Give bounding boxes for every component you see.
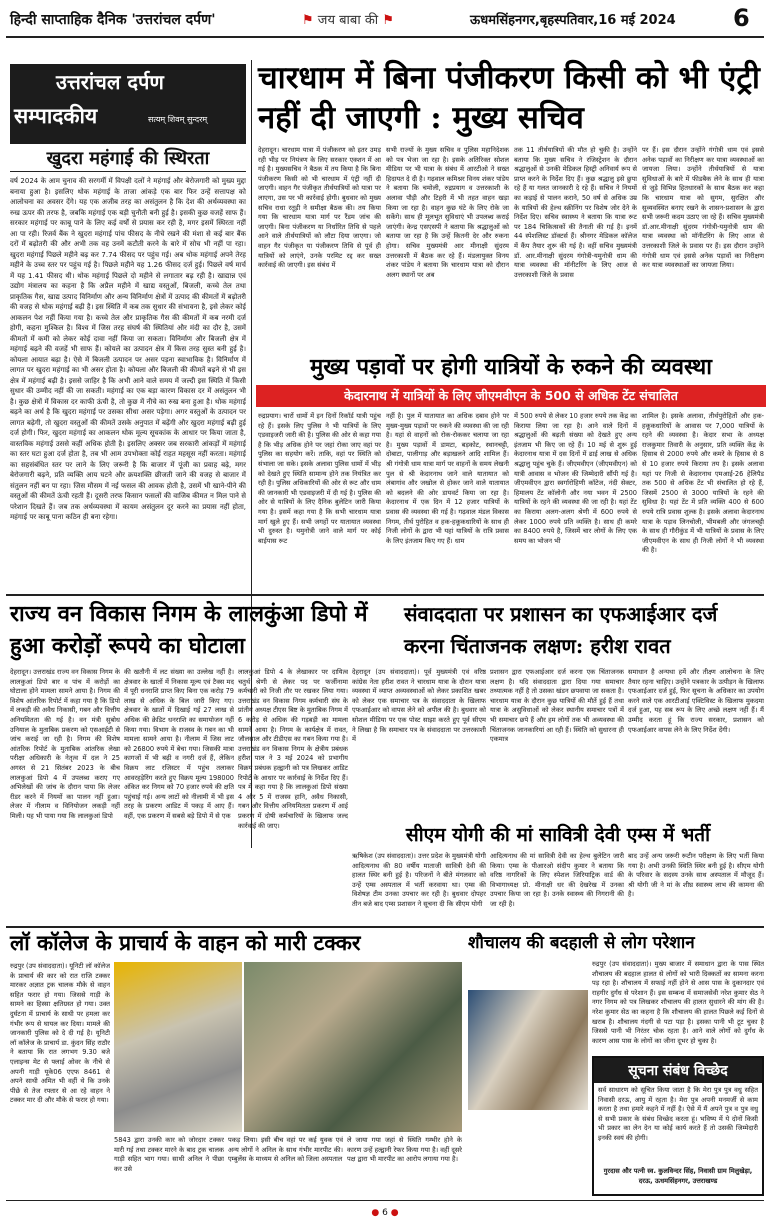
flag-icon: ⚑ — [302, 13, 314, 28]
toilet-headline: शौचालय की बदहाली से लोग परेशान — [468, 933, 695, 953]
fir-column-3: समाधान है अन्यथा हमें और तीक्ष्ण आलोचना के लिए तैयार रहना चाहिए। उन्होंने पत्रकार के उत्पीड़न के खिलाफ एफआईआर दर्ज हुई, फिर सूचना के अधिकार का उपयोग करने वाले एक आरटीआई एक्टिविस्ट के खिलाफ मुकदमा दर्ज हुआ, यह सब रूप के लिए अच्छे लक्षण नहीं हैं। मैं उम्मीद करता हूं कि राज्य सरकार, प्रशासन को एफआईआर वापस लेने के लिए निर्देश देंगी। — [628, 668, 764, 734]
pilgrims-headline: मुख्य पड़ावों पर होगी यात्रियों के रुकने की व्यवस्था — [310, 354, 712, 380]
pilgrims-column-4: शामिल है। इसके अलावा, तीर्थपुरोहितों और हक-हकूकधारियों के आवास पर 7,000 यात्रियों के रहने की व्यवस्था है। केदार सभा के अध्यक्ष राजकुमार तिवारी के अनुसार, प्रति व्यक्ति केंद्र के हिसाब से 2000 रुपये और कमरे के हिसाब से 8 से 10 हजार रुपये किराया तय है। इसके अलावा यहां पर निजी से केदारनाथ एमआई-26 हेलिपैड तक 500 से अधिक टेंट भी संचालित हो रहे हैं, जिसमें 2500 से 3000 यात्रियों के रहने की सुविधा है। यहां टेंट में प्रति व्यक्ति 400 से 600 रुपये रात्रि प्रवास शुल्क है। इसके अलावा केदारनाथ यात्रा के पड़ाव लिनचोली, भीमबली और जंगलचट्टी के साथ ही गौरीकुंड में भी यात्रियों के प्रवास के लिए जीएमवीएन के साथ ही निजी लोगों ने भी व्यवस्था की है। — [642, 412, 764, 555]
yogi-headline: सीएम योगी की मां सावित्री देवी एम्स में भर्ती — [405, 824, 711, 846]
footer-marker-text: 6 — [382, 1208, 388, 1218]
registration-mark-icon: ● — [390, 1208, 399, 1218]
forest-headline: राज्य वन विकास निगम के लालकुंआ डिपो में हुआ करोड़ों रूपये का घोटाला — [10, 601, 368, 659]
fir-headline: संवाददाता पर प्रशासन का एफआईआर दर्ज करना चिंताजनक लक्षण: हरीश रावत — [404, 602, 718, 658]
editorial-body: वर्ष 2024 के आम चुनाव की सरगर्मी में विपक्षी दलों ने महंगाई और बेरोजगारी को मुख्य मुद्दा बनाया हुआ है। इसलिए थोक महंगाई के ताजा आंकड़े एक बार फिर उन्हें सत्तापक्ष को आलोचना का अवसर देंगे। यह एक अजीब तरह का असंतुलन है कि देश की अर्थव्यवस्था का रुख ऊपर की तरफ है, जबकि महंगाई एक बड़ी चुनौती बनी हुई है। इसकी कुछ वजहें साफ हैं। सरकार महंगाई पर काबू पाने के लिए कई वर्षों से प्रयास कर रही है, मगर इसमें स्थिरता नहीं आ पा रही। रिजर्व बैंक ने खुदरा महंगाई पांच फीसद के नीचे रखने की मंशा से कई बार बैंक दरों में बढ़ोतरी की और अभी तक वह उनमें कटौती करने के बारे में सोच भी नहीं पा रहा। खुदरा महंगाई पिछले महीने बढ़ कर 7.74 फीसद पर पहुंच गई। अब थोक महंगाई अपने तेरह महीने के उच्च स्तर पर पहुंच गई है। पिछले महीने यह 1.26 फीसद दर्ज हुई। पिछले वर्ष मार्च में यह 1.41 फीसद थी। थोक महंगाई पिछले दो महीने से लगातार बढ़ रही है। खाद्यान्न एवं उद्योग मंत्रालय का कहना है कि अप्रैल महीने में खाद्य वस्तुओं, बिजली, कच्चे तेल तथा प्राकृतिक गैस, खाद्य उत्पाद विनिर्माण और अन्य विनिर्माण क्षेत्रों में उत्पाद की कीमतों में बढ़ोतरी की वजह से थोक महंगाई बढ़ी है। इस स्थिति में कब तक सुधार की संभावना है, इसे लेकर कोई आकलन पेश नहीं किया गया है। कच्चे तेल और प्राकृतिक गैस की कीमतों में कब नरमी दर्ज होगी, कहना मुश्किल है। विश्व में जिस तरह संघर्ष की स्थितियां और मंदी का दौर है, उसमें कीमतों में कमी को लेकर कोई दावा नहीं किया जा सकता। विनिर्माण और बिजली क्षेत्र में महंगाई बढ़ने की वजहें भी साफ हैं। कोयले का उत्पादन क्षेत्र में किस तरह सुस्त बनी हुई है। कोयला आयात बढ़ा है। ऐसे में बिजली उत्पादन पर असर पड़ना स्वाभाविक है। विनिर्माण में लागत पर खुदरा महंगाई का भी असर होता है। कोयला और बिजली की कीमतें बढ़ने से भी इस क्षेत्र में महंगाई बढ़ी है। इससे जाहिर है कि अभी आने वाले समय में जल्दी इस स्थिति में किसी सुधार की उम्मीद नहीं की जा सकती। महंगाई का एक बड़ा कारण विकास दर में असंतुलन भी है। कुछ क्षेत्रों में विकास दर काफी ऊंची है, तो कुछ में नीचे का रुख बना हुआ है। थोक महंगाई बढ़ने का अर्थ है कि खुदरा महंगाई पर उसका सीधा असर पड़ेगा। अगर वस्तुओं के उत्पादन पर लागत बढ़ेगी, तो खुदरा वस्तुओं की कीमतें उसके अनुपात में बढ़ेंगी और खुदरा महंगाई बढ़ी हुई दर्ज होगी। फिर, खुदरा महंगाई का आकलन थोक मूल्य सूचकांक के आधार पर किया जाता है, वास्तविक महंगाई उससे कहीं अधिक होती है। इसलिए अक्सर जब सरकारी आंकड़ों में महंगाई का स्तर घटा हुआ दर्ज होता है, तब भी आम उपभोक्ता कोई राहत महसूस नहीं करता। महंगाई का सहसंबंधित स्तर पर लाने के लिए जरूरी है कि बाजार में पूंजी का प्रवाह बढ़े, मगर बेरोजगारी बढ़ने, प्रति व्यक्ति आय घटने और क्रयशक्ति छीजती जाने की वजह से बाजार में संतुलन नहीं बन पा रहा। जिस मौसम में नई फसल की आवक होती है, उसमें भी खाने-पीने की वस्तुओं की कीमतें ऊंची रहती हैं। दूसरी तरफ किसान फसलों की वाजिब कीमत न मिल पाने से परेशान दिखते हैं। जब तक अर्थव्यवस्था में कायम असंतुलन दूर करने का प्रयास नहीं होता, महंगाई पर काबू पाना कठिन ही बना रहेगा। — [10, 177, 246, 521]
accident-photo-car — [114, 962, 242, 1132]
editorial-masthead — [10, 64, 246, 144]
registration-mark-icon: ● — [371, 1208, 380, 1218]
header-rule — [6, 36, 764, 38]
toilet-body: रुद्रपुर (उप संवाददाता)। मुख्य बाजार में समाधान द्वारा के पास स्थित शौचालय की बदहाल हालत से लोगों को भारी दिक्कतों का सामना करना पड़ रहा है। शौचालय में सफाई नहीं होने से आस पास के दुकानदार एवं राहगीर दुर्गंध से परेशान हैं। इस सम्बन्ध में समाजसेवी नरेश कुमार सेठ ने नगर निगम को पत्र लिखकर शौचालय की हालत सुधारने की मांग की है। नरेश कुमार सेठ का कहना है कि शौचालय की हालत पिछले कई दिनों से खराब है। शौचालय गंदगी से पटा पड़ा है। इसका पानी भी टूट चुका है जिससे पानी भी निरंतर चोक रहता है। आने वाले लोगों को दुर्गंध के कारण आस पास के लोगों का जीना दूभर हो चुका है। — [592, 960, 764, 1045]
masthead-section: सम्पादकीय — [14, 103, 98, 128]
pilgrims-column-2: नहीं है। पुल में यातायात का अधिक दबाव होने पर मुख्य-मुख्य पड़ावों पर रुकने की व्यवस्था की जा रही है। यहां से वाहनों को रोक-रोककर चलाया जा रहा है। मुख्य पड़ावों में डामटा, बड़कोट, स्थानचट्टी, दोबाटा, पालीगाड़ और बड़ाखलने आदि शामिल हैं। श्री गंगोत्री धाम यात्रा मार्ग पर वाहनों के समय लेखनी पुल से श्री केदारनाथ जाने वाले यातायात को लंबागांव और जखोल से होकर जाने वाले यातायात को बदलने की ओर डायवर्ट किया जा रहा है। केदारनाथ में एक दिन में 12 हजार यात्रियों के प्रवास की व्यवस्था की गई है। गढ़वाल मंडल विकास निगम, तीर्थ पुरोहित व हक-हकूकधारियों के साथ ही निजी लोगों के द्वारा भी यहां यात्रियों के रात्रि प्रवास के लिए इंतजाम किए गए हैं। धाम — [386, 412, 509, 545]
accident-photo-injured — [244, 962, 462, 1132]
yogi-column-2: आदित्यनाथ की मां सावित्री देवी का हेल्थ बुलेटिन जारी किया। एम्स के पीआरओ संदीप कुमार ने बताया कि वरिष्ठ नागरिकों के लिए स्पेशल जिरियाट्रिक वार्ड की विभागाध्यक्ष प्रो. मीनाक्षी धर की देखरेख में उनका उपचार किया जा रहा है। उनके स्वास्थ्य की निगरानी की जा रही है। — [490, 852, 624, 908]
date-line: ऊधमसिंहनगर,बृहस्पतिवार,16 मई 2024 — [470, 13, 676, 28]
lead-column-4: पर हैं। इस दौरान उन्होंने गंगोत्री धाम एवं इससे अनेक पड़ावों का निरीक्षण कर यात्रा व्यवस्थाओं का जायजा लिया। उन्होंने तीर्थयात्रियों से यात्रा सुविधाओं के बारे में फीडबैक लेने के साथ ही यात्रा से जुड़े विभिन्न हितधारकों के साथ बैठक कर कहा कि चारधाम यात्रा को सुगम, सुरक्षित और सुव्यवस्थित बनाए रखने के शासन-प्रशासन के द्वारा सभी जरूरी कदम उठाए जा रहे हैं। सचिव मुख्यमंत्री डॉ.आर.मीनाक्षी सुंदरम गंगोत्री-यमुनोत्री धाम की यात्रा व्यवस्था को मॉनीटरिंग के लिए आज से उत्तरकाशी जिले के प्रवास पर हैं। इस दौरान उन्होंने गंगोत्री धाम एवं इससे अनेक पड़ावों का निरीक्षण कर यात्रा व्यवस्थाओं का जायजा लिया। — [642, 146, 764, 270]
lead-column-1: देहरादून। चारधाम यात्रा में पंजीकरण को इतर उमड़ रही भीड़ पर नियंत्रण के लिए सरकार एक्शन में आ गई है। मुख्यसचिव ने बैठक में तय किया है कि बिना पंजीकरण किसी को भी चारधाम में एंट्री नहीं दी जाएगी। वाहन गैर पंजीकृत तीर्थयात्रियों को यात्रा पर लाएगा, उस पर भी कार्रवाई होगी। बुधवार को मुख्य सचिव राधा रतूड़ी ने समीक्षा बैठक की। तय किया गया कि चारधाम यात्रा मार्ग पर रैंडम जांच की जाएगी। बिना पंजीकरण या निर्धारित तिथि से पहले आने वाले तीर्थयात्रियों को लौटा दिया जाएगा। जो वाहन गैर पंजीकृत या पंजीकरण तिथि से पूर्व ही यात्रियों को लाएंगे, उनके परमिट रद्द कर सख्त कार्रवाई की जाएगी। इस संबंध में — [258, 146, 381, 270]
newspaper-line: हिन्दी साप्ताहिक दैनिक 'उत्तरांचल दर्पण' — [10, 12, 216, 28]
notice-title: सूचना संबंध विच्छेद — [594, 1058, 762, 1083]
notice-signature: गुरदास और पत्नी स्व. कुलविन्दर सिंह, निवासी ग्राम मिलुखेड़ा, दरऊ, ऊधमसिंहनगर, उत्तराखण्ड — [603, 1167, 753, 1185]
footer-marker — [366, 1206, 404, 1220]
yogi-column-3: बाद उन्हें अन्य जरूरी रूटीन परीक्षण के लिए भर्ती किया गया है। अभी उनकी स्थिति स्थिर बनी हुई है। सीएम योगी के परिवार के सदस्य उनके साथ अस्पताल में मौजूद हैं। श्री योगी जी ने मां के शीघ्र स्वास्थ्य लाभ की कामना की है। — [628, 852, 764, 899]
footer-rule — [6, 1200, 764, 1201]
lead-column-2: सभी राज्यों के मुख्य सचिव व पुलिस महानिदेशक को पत्र भेजा जा रहा है। इसके अतिरिक्त सोशल मीडिया पर भी यात्रा के संबंध में आरटीओ ने सख्त हिदायत दे दी है। गढ़वाल कमिश्नर विनय शंकर पांडेय ने बताया कि चमोली, रुद्रप्रयाग व उत्तरकाशी के अलावा पौड़ी और टिहरी में भी तहत वाहन खड़ा किया जा रहा है। वाहन कुछ घंटे के लिए रोके जा सकेंगे। साथ ही मूलभूत सुविधाएं भी उपलब्ध कराई जाएंगी। केन्द्र एसएसपी ने बताया कि श्रद्धालुओं को बताया जा रहा है कि उन्हें कितनी देर और रुकना होगा। सचिव मुख्यमंत्री आर मीनाक्षी सुंदरम उत्तरकाशी में बैठक कर रहे हैं। मंडलायुक्त विनय शंकर पांडेय ने बताया कि चारधाम यात्रा को दौरान अलग स्थानों पर अब — [386, 146, 509, 279]
forest-column-2: की खतौनी में लट संख्या का उल्लेख नहीं है। क्षेत्रवार के खातों में निकास मूल्य एवं टैक्स मद में पूरी धनराशि प्राप्त किए बिना एक करोड़ 79 लाख से अधिक के बिल जारी किए गए। क्षेत्रवार के खातों में दिखाई गई 27 लाख से अधिक की क्रेडिट धनराशि का समायोजन नहीं किया गया। विभाग के राजस्व के गबन का भी मामला सामने आया है। नीलाम में जिस लाट को 26800 रुपये में बेचा गया। जिसकी मात्रा कागजों में भी बढ़ी व नगरी दर्ज हैं, लेकिन विक्रय लाट रजिस्टर में पहुंच तलाकर आवरहड़ेरिंग करते हुए विक्रय मूल्य 198000 अंकित कर निगम को 70 हजार रुपये की क्षति पहुंचाई गई। अन्य लाटों को नीलामी में भी इस तरह के प्रकरण आडिट में पकड़ में आए हैं। वहीं, एक प्रकरण में सबसे बड़े डिपो में से एक — [124, 668, 234, 820]
header-slogan — [302, 10, 394, 28]
pilgrims-banner: केदारनाथ में यात्रियों के लिए जीएमवीएन के 500 से अधिक टेंट संचालित — [256, 385, 766, 407]
pilgrims-column-3: में 500 रुपये से लेकर 10 हजार रुपये तक केंद्र का किराया लिया जा रहा है। आने वाले दिनों में श्रद्धालुओं की बढ़ती संख्या को देखते हुए अन्य इंतजाम भी किए जा रहे हैं। 10 मई से शुरू हुई केदारनाथ यात्रा में दस दिनों में ढाई लाख से अधिक श्रद्धालु पहुंच चुके हैं। जीएमवीएन (जीएमवीएन) को यात्री आवास व भोजन की जिम्मेदारी सौंपी गई है। जीएमवीएन द्वारा स्वर्गारोहिणी कॉटेज, नंदी सेक्टर, हिमालय टेंट कॉलोनी और नया भवन में 2500 यात्रियों के रहने की व्यवस्था की जा रही है। यहां टेंट का किराया अलग-अलग श्रेणी में 600 रुपये से लेकर 1000 रुपये प्रति व्यक्ति है। साथ ही कमरे का 8400 रुपये है, जिसमें चार लोगों के लिए एक समय का भोजन भी — [514, 412, 637, 545]
pilgrims-column-1: रुद्रप्रयाग। चारों धामों में इन दिनों रिकॉर्ड यात्री पहुंच रहे हैं। इसके लिए पुलिस ने भी यात्रियों के लिए एडवाइजरी जारी की है। पुलिस की ओर से कहा गया है कि भीड़ अधिक होने पर जहां रोका जाए वहां पर पुलिस का सहयोग करें। ताकि, वहां पर स्थिति को संभाला जा सके। इसके अलावा पुलिस धामों में भीड़ को देखते हुए स्थिति सामान्य होने तक नियंत्रित कर रही है। पुलिस अधिकारियों की ओर से रूट और धाम की जानकारी भी एडवाइजरी में दी गई है। पुलिस की ओर से यात्रियों के लिए दैनिक बुलेटिन जारी किया गया है। इसमें कहा गया है कि सभी चारधाम यात्रा मार्ग खुले हुए हैं। सभी जगहों पर यातायात व्यवस्था भी दुरुस्त है। यमुनोत्री जाने वाले मार्ग पर कोई बाईपास रूट — [258, 412, 381, 545]
accident-column-left: रुद्रपुर (उप संवाददाता)। यूनिटी लॉ कॉलेज के प्राचार्य की कार को रात राजि टक्कर मारकर अज्ञात ट्रक चालक मौके से वाहन सहित फरार हो गया। जिससे गाड़ी के सामने का हिस्सा क्षतिग्रस्त हो गया। उक्त दुर्घटना में प्राचार्य के साथी पर हमला कर गंभीर रूप से घायल कर दिया। मामले की जानकारी पुलिस को दे दी गई है। यूनिटी लॉ कॉलेज के प्राचार्य डा. कुंदन सिंह राठौर ने बताया कि रात लगभग 9.30 बजे एलाइन्स मेट से फ्लाई ओवर के नीचे से अपनी गाड़ी यूके06 एएफ 8461 से अपने साथी अमित भी वहीं थे कि उनके पीछे से तेज रफ्तार से आ रहे वाहन ने टक्कर मार दी और मौके से फरार हो गया। — [10, 962, 110, 1105]
notice-body: सर्व साधारण को सूचित किया जाता है कि मेरा पुत्र पुत्र वधु सहित निवासी दरऊ, आयु में रहता है। मेरा पुत्र अपनी मनमर्जी से काम करता है तथा हमारे कहने में नहीं है। ऐसे में मैं अपने पुत्र व पुत्र वधु से सभी प्रकार के संबंध विच्छेद करता हूं। भविष्य में ये दोनों किसी भी प्रकार का लेन देन या कोई कार्य करते हैं तो उसकी जिम्मेदारी इनकी स्वयं की होगी। — [598, 1086, 758, 1142]
editorial-headline: खुदरा महंगाई की स्थिरता — [10, 146, 246, 172]
notice-box — [592, 1056, 764, 1196]
fir-column-1: देहरादून (उप संवाददाता)। पूर्व मुख्यमंत्री एवं वरिष्ठ कांग्रेस नेता हरीश रावत ने चारधाम यात्रा के दौरान यात्रा व्यवस्था में व्याप्त अव्यवस्थाओं को लेकर प्रकाशित खबर को लेकर एक समाचार पत्र के संवाददाता के खिलाफ एफआईआर को वापस लेने को अपील की है। बुधवार को सोशल मीडिया पर एक पोस्ट साझा करते हुए पूर्व सीएम ने लिखा है कि समाचार पत्र के संवाददाता पर उत्तरकाशी में — [352, 668, 486, 744]
section-rule — [6, 594, 764, 596]
accident-column-4: ले जाया गया जहां से स्थिति गम्भीर होने के कारण उन्हें हल्द्वानी रेफर किया गया है। वहीं दूसरे पक्ष द्वारा भी मारपीट का आरोप लगाया गया है। — [347, 1136, 462, 1164]
page-number: 6 — [733, 4, 750, 32]
accident-column-3: पकड़ लिया। इसी बीच वहां पर कई युवक एवं अन्य लोगों ने अनिल के साथ गंभीर मारपीट की। एम्बुलेंस के माध्यम से अनिल को जिला अस्पताल — [228, 1136, 343, 1164]
lead-headline: चारधाम में बिना पंजीकरण किसी को भी एंट्री नहीं दी जाएगी : मुख्य सचिव — [258, 60, 760, 136]
slogan-text: जय बाबा की — [317, 13, 379, 28]
masthead-title: उत्तरांचल दर्पण — [56, 70, 164, 94]
toilet-photo — [468, 990, 588, 1110]
flag-icon: ⚑ — [382, 13, 394, 28]
accident-headline: लॉ कॉलेज के प्राचार्य के वाहन को मारी टक्कर — [10, 930, 361, 955]
lead-column-3: तक 11 तीर्थयात्रियों की मौत हो चुकी है। उन्होंने बताया कि मुख्य सचिव ने रजिस्ट्रेशन के दौरान श्रद्धालुओं से उनकी मेडिकल हिस्ट्री अनिवार्य रूप से प्राप्त करने के निर्देश दिए हैं। कुछ श्रद्धालु इसे छुपा रहे हैं या गलत जानकारी दे रहे हैं। सचिव ने नियमों का कड़ाई से पालन कराने, 50 वर्ष से अधिक उम्र के यात्रियों की हेल्थ स्क्रीनिंग पर विशेष जोर देने के निर्देश दिए। सचिव स्वास्थ्य ने बताया कि यात्रा रूट पर 184 चिकित्सकों की तैनाती की गई है। इनमें 44 स्पेशलिस्ट डॉक्टर्स हैं। श्रीनगर मेडिकल कॉलेज में कैंप तैयार शुरू की गई है। वहीं सचिव मुख्यमंत्री डॉ. आर.मीनाक्षी सुंदरम गंगोत्री-यमुनोत्री धाम की यात्रा व्यवस्था की मॉनीटरिंग के लिए आज से उत्तरकाशी जिले के प्रवास — [514, 146, 637, 279]
fir-column-2: प्रशासन द्वारा एफआईआर दर्ज करना एक चिंताजनक लक्षण है। यदि संवाददाता द्वारा दिया गया समाचार तथ्यात्मक नहीं है तो उसका खंडन छपवाया जा सकता है। चारधाम यात्रा के दौरान कुछ यात्रियों की मौतें हुई हैं तथा यात्रा के असुविधाओं को लेकर स्थानीय समाचार पत्रों में भी समाचार छपे हैं और हम लोगों तक भी अव्यवस्था की चिंताजनक जानकारियां आ रही हैं। स्थिति को सुधारना ही एकमात्र — [490, 668, 624, 744]
yogi-column-1: ऋषिकेश (उप संवाददाता)। उत्तर प्रदेश के मुख्यमंत्री योगी आदित्यनाथ की 80 वर्षीय माताजी सावित्री देवी की हालत स्थिर बनी हुई है। परिजनों ने बीते मंगलवार को उन्हें एम्स अस्पताल में भर्ती करवाया था। एम्स की विशेषज्ञ टीम उनका उपचार कर रही है। बुधवार दोपहर तीन बजे बाद एम्स प्रशासन ने सूचना दी कि सीएम योगी — [352, 852, 486, 908]
page-footer — [0, 1198, 770, 1226]
masthead-tagline: सत्यम् शिवम् सुन्दरम् — [148, 115, 208, 124]
accident-column-2: 5843 द्वारा उनकी कार को जोरदार टक्कर मारी गई तथा टक्कर मारने के बाद ट्रक चालक गाड़ी सहित भाग गया। साथी अनिल ने पीछा कर उसे — [114, 1136, 224, 1173]
forest-column-3: लालकुआं डिपो 4 के लेखाकार पर दायित्व चतुर्थ श्रेणी से लेकर पद पर फर्जीनामा कर्मचारी को निजी तौर पर रखकर लिया गया। उत्तराखंड वन विकास निगम कर्मचारी संघ के प्रांतीय अध्यक्ष टीएस बिष्ट के मुताबिक निगम में 6 करोड़ से अधिक की गड़बड़ी का मामला सामने आया है। निगम के कार्यक्षेत्र में रावत, जौलसाल और टीडीएस का गबन किया गया है। उत्तराखंड वन विकास निगम के क्षेत्रीय प्रबंधक हरीश पाल ने 3 मई 2024 को प्रभागीय विक्रय प्रबंधक हल्द्वानी को पत्र लिखकर आडिट रिपोर्ट के आधार पर कार्रवाई के निर्देश दिए हैं। पत्र में कहा गया है कि लालकुआं डिपो संख्या 4 और 5 में राजस्व हानि, अवैध निकासी, गबन और वित्तीय अनियमितता प्रकरण में आई प्रकरण में दोषी कर्मचारियों के खिलाफ जल्द कार्रवाई की जाए। — [238, 668, 348, 830]
forest-column-1: देहरादून। उत्तराखंड राज्य वन विकास निगम के लालकुआं डिपो बार व पांच में करोड़ों का घोटाला होने मामला सामने आया है। निगम की विशेष आंतरिक रिपोर्ट में कहा गया है कि डिपो में लकड़ी की अवैध निकासी, गबन और वित्तीय अनियमितता की गई है। वन मंत्री सुबोध उनियाल के मुताबिक प्रकरण को एसआईटी से जांच कराई जा रही है। निगम की विशेष आंतरिक रिपोर्ट के मुताबिक आंतरिक लेखा परीक्षा अधिकारी के नेतृत्व में दल ने 25 अगस्त से 21 सितंबर 2023 के बीच लालकुआं डिपो 4 में उपलब्ध कराए गए अभिलेखों की जांच के दौरान पाया कि लेजर रीडर करने में नियमों का पालन नहीं हुआ। लेजर में नीलाम व विनियोजन लकड़ी नहीं मिली। यह भी पाया गया कि लालकुआं डिपो — [10, 668, 120, 820]
